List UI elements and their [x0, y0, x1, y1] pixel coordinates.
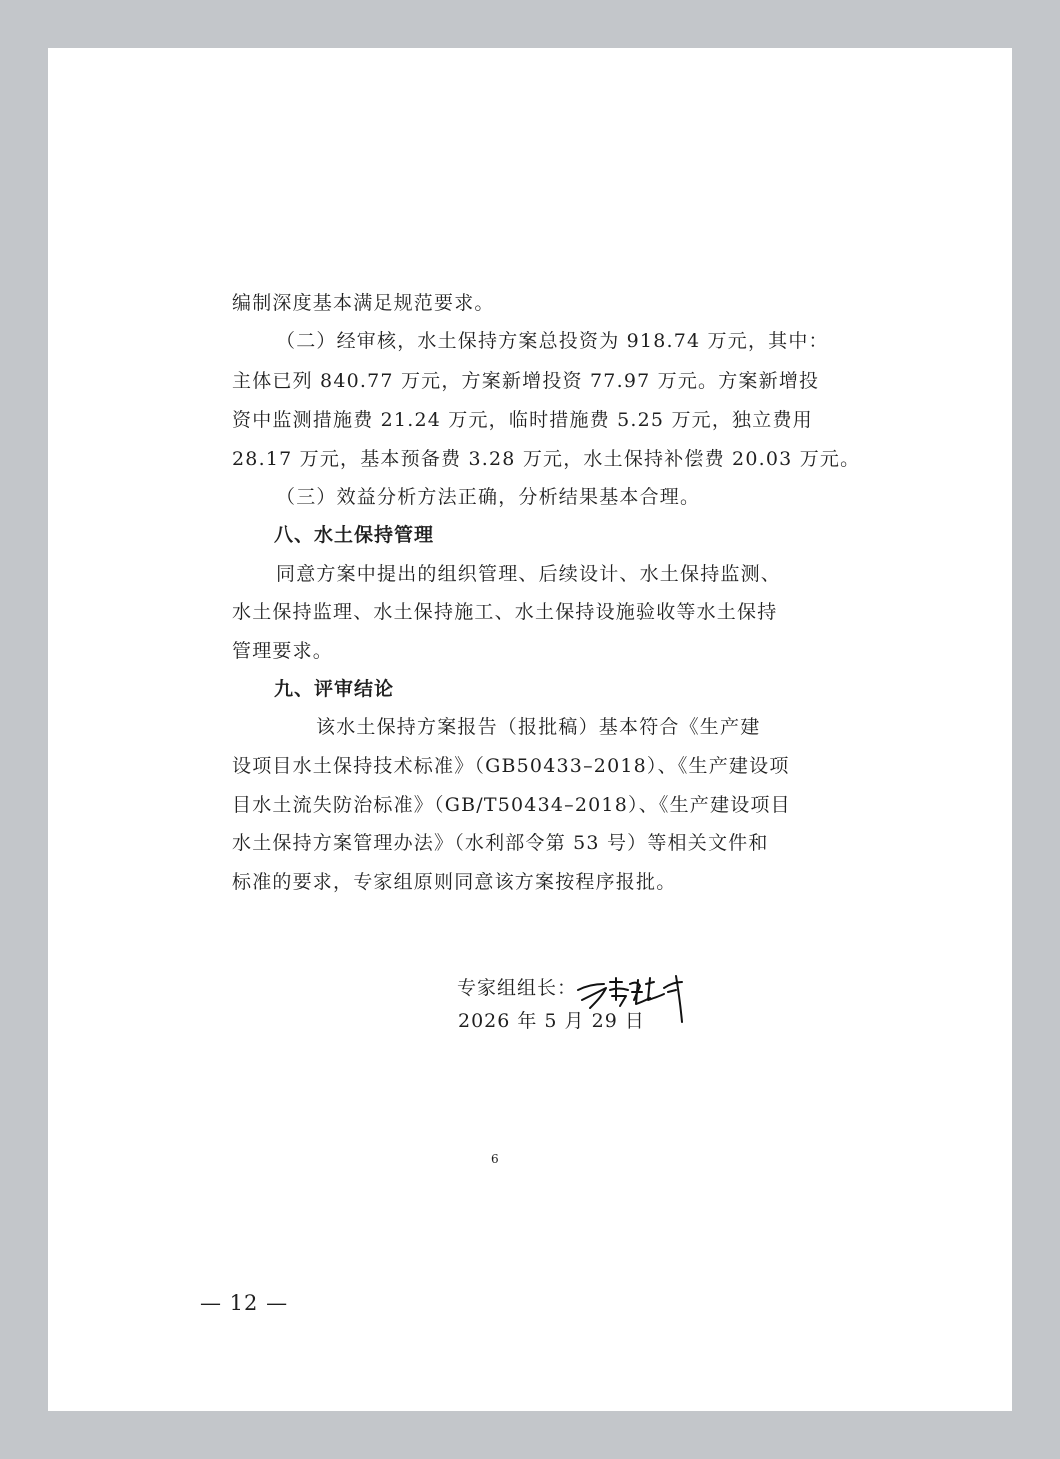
body-line-5: 28.17 万元，基本预备费 3.28 万元，水土保持补偿费 20.03 万元。: [232, 448, 861, 470]
document-page: [48, 48, 1012, 1411]
signature-date: 2026 年 5 月 29 日: [458, 1010, 645, 1032]
section-9-line-1: 该水土保持方案报告（报批稿）基本符合《生产建: [316, 716, 761, 738]
section-9-line-3: 目水土流失防治标准》（GB/T50434–2018）、《生产建设项目: [232, 794, 791, 816]
section-8-line-2: 水土保持监理、水土保持施工、水土保持设施验收等水土保持: [232, 601, 778, 623]
section-9-line-5: 标准的要求，专家组原则同意该方案按程序报批。: [232, 871, 677, 893]
section-8-heading: 八、水土保持管理: [274, 524, 435, 546]
inner-page-number: 6: [491, 1152, 499, 1166]
body-line-6: （三）效益分析方法正确，分析结果基本合理。: [276, 486, 701, 508]
section-9-heading: 九、评审结论: [274, 678, 395, 700]
body-line-4: 资中监测措施费 21.24 万元，临时措施费 5.25 万元，独立费用: [232, 409, 813, 431]
section-9-line-4: 水土保持方案管理办法》（水利部令第 53 号）等相关文件和: [232, 832, 769, 854]
body-line-3: 主体已列 840.77 万元，方案新增投资 77.97 万元。方案新增投: [232, 370, 820, 392]
section-9-line-2: 设项目水土保持技术标准》（GB50433–2018）、《生产建设项: [232, 755, 790, 777]
signature-label: 专家组组长：: [457, 977, 578, 999]
section-8-line-1: 同意方案中提出的组织管理、后续设计、水土保持监测、: [276, 563, 782, 585]
section-8-line-3: 管理要求。: [232, 640, 334, 662]
body-line-2: （二）经审核，水土保持方案总投资为 918.74 万元，其中：: [276, 330, 829, 352]
footer-page-number: — 12 —: [200, 1291, 289, 1315]
body-line-1: 编制深度基本满足规范要求。: [232, 292, 495, 314]
